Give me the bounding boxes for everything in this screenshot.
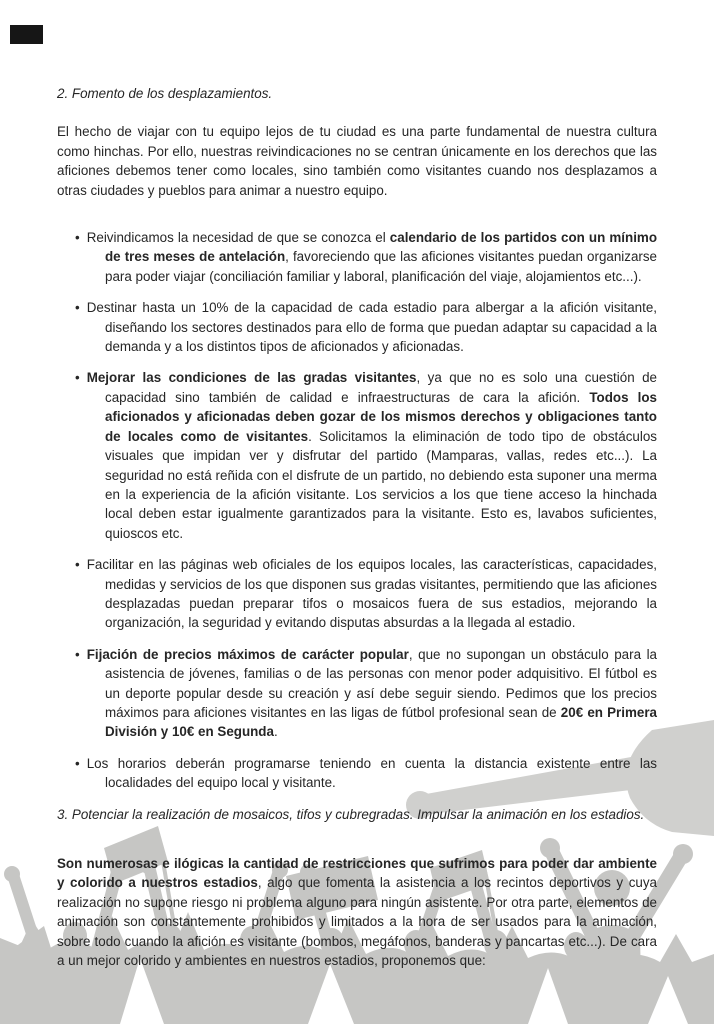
- bullet-icon: •: [75, 230, 80, 246]
- list-item: [57, 368, 657, 543]
- bullet-text: Destinar hasta un 10% de la capacidad de cada estadio para albergar a la afición visitante, diseñando los sectores destinados para ello de forma que puedan adaptar su capacidad a la demanda y a los distintos tipos de aficionados y aficionadas.: [86, 300, 657, 355]
- section-2-intro-paragraph: El hecho de viajar con tu equipo lejos de tu ciudad es una parte fundamental de nuestra cultura como hinchas. Por ello, nuestras reivindicaciones no se centran únicamente en los derechos que las aficiones debemos tener como locales, sino también como visitantes cuando nos desplazamos a otras ciudades y pueblos para animar a nuestro equipo.: [57, 124, 657, 198]
- bullet-icon: •: [75, 755, 80, 771]
- document-body: [57, 0, 657, 970]
- demands-list: [57, 228, 657, 793]
- bullet-icon: •: [75, 646, 80, 662]
- list-item: [57, 228, 657, 286]
- bullet-text: Facilitar en las páginas web oficiales de los equipos locales, las características, capacidades, medidas y servicios de los que disponen sus gradas visitantes, permitiendo que las aficiones desplazadas puedan preparar tifos o mosaicos fuera de sus estadios, mejorando la organización, la seguridad y evitando disputas absurdas a la llegada al estadio.: [86, 557, 657, 631]
- list-item: [57, 754, 657, 793]
- section-3-paragraph: Son numerosas e ilógicas la cantidad de restricciones que sufrimos para poder dar ambiente y colorido a nuestros estadios, algo que fomenta la asistencia a los recintos deportivos y cuya realización no supone riesgo ni problema alguno para ningún asistente. Por otra parte, elementos de animación son constantemente prohibidos y limitados a la hora de ser usados para la animación, sobre todo cuando la afición es visitante (bombos, megáfonos, banderas y pancartas etc...). De cara a un mejor colorido y ambientes en nuestros estadios, proponemos que:: [57, 856, 657, 969]
- bullet-icon: •: [75, 557, 80, 573]
- list-item: [57, 645, 657, 742]
- bullet-text: Reivindicamos la necesidad de que se conozca el calendario de los partidos con un mínimo de tres meses de antelación, favoreciendo que las aficiones visitantes puedan organizarse para poder viajar (conciliación familiar y laboral, planificación del viaje, alojamientos etc...).: [86, 230, 658, 284]
- section-2-heading: 2. Fomento de los desplazamientos.: [57, 86, 273, 101]
- bullet-text: Fijación de precios máximos de carácter popular, que no supongan un obstáculo para la asistencia de jóvenes, familias o de las personas con menor poder adquisitivo. El fútbol es un deporte popular desde su creación y así debe seguir siendo. Pedimos que los precios máximos para aficiones visitantes en las ligas de fútbol profesional sean de 20€ en Primera División y 10€ en Segunda.: [86, 646, 658, 740]
- bullet-text: Los horarios deberán programarse teniendo en cuenta la distancia existente entre las localidades del equipo local y visitante.: [86, 755, 657, 791]
- section-3-heading: 3. Potenciar la realización de mosaicos, tifos y cubregradas. Impulsar la animación en los estadios.: [57, 806, 645, 822]
- list-item: [57, 298, 657, 356]
- bullet-text: Mejorar las condiciones de las gradas visitantes, ya que no es solo una cuestión de capacidad sino también de calidad e infraestructuras de cara la afición. Todos los aficionados y aficionadas deben gozar de los mismos derechos y obligaciones tanto de locales como de visitantes. Solicitamos la eliminación de todo tipo de obstáculos visuales que impidan ver y disfrutar del partido (Mamparas, vallas, redes etc...). La seguridad no está reñida con el disfrute de un partido, no debiendo esta suponer una merma en la experiencia de la afición visitante. Los servicios a los que tiene acceso la hinchada local deben estar igualmente garantizados para la visitante. Esto es, lavabos suficientes, quioscos etc.: [86, 370, 657, 541]
- corner-mark: [10, 25, 43, 44]
- bullet-icon: •: [75, 370, 80, 386]
- bullet-icon: •: [75, 300, 80, 316]
- list-item: [57, 555, 657, 633]
